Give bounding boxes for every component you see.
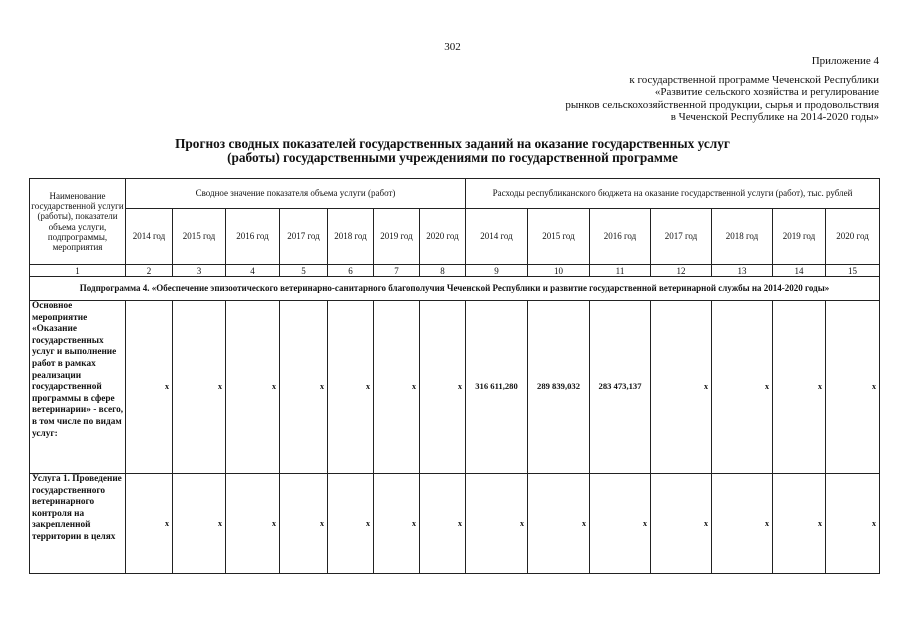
appendix-line: рынков сельскохозяйственной продукции, сырья и продовольствия [565, 98, 879, 111]
cell-value: x [773, 301, 826, 474]
column-number: 2 [126, 265, 173, 277]
volume-group-header: Сводное значение показателя объема услуги (работ) [126, 179, 466, 209]
column-number: 3 [173, 265, 226, 277]
column-number: 13 [712, 265, 773, 277]
cell-value: x [712, 474, 773, 574]
title-line: (работы) государственными учреждениями по государственной программе [227, 150, 678, 165]
cell-value: x [651, 301, 712, 474]
table-row [30, 474, 880, 574]
cell-value: x [280, 301, 328, 474]
year-header: 2019 год [374, 209, 420, 265]
subprogram-row [30, 277, 880, 301]
appendix-line: «Развитие сельского хозяйства и регулирование [654, 86, 879, 99]
header-row-top [30, 179, 880, 209]
year-header: 2015 год [528, 209, 590, 265]
cell-value: x [773, 474, 826, 574]
cell-value: x [826, 474, 880, 574]
year-header: 2014 год [466, 209, 528, 265]
cell-value: x [590, 474, 651, 574]
cell-value: 289 839,032 [528, 301, 590, 474]
cell-value: x [328, 301, 374, 474]
year-header: 2016 год [590, 209, 651, 265]
row-name: Основное мероприятие «Оказание государственных услуг и выполнение работ в рамках реализации государственной программы в сфере ветеринарии» - всего, в том числе по видам услуг: [30, 301, 126, 474]
year-header: 2018 год [712, 209, 773, 265]
cell-value: x [528, 474, 590, 574]
cell-value: x [173, 474, 226, 574]
document-title [0, 137, 905, 165]
column-number: 7 [374, 265, 420, 277]
column-number-row [30, 265, 880, 277]
appendix-header [565, 55, 879, 124]
cell-value: 283 473,137 [590, 301, 651, 474]
cell-value: x [173, 301, 226, 474]
cell-value: x [226, 301, 280, 474]
cell-value: x [420, 474, 466, 574]
row-name: Услуга 1. Проведение государственного ветеринарного контроля на закрепленной территории в целях [30, 474, 126, 574]
expense-group-header: Расходы республиканского бюджета на оказание государственной услуги (работ), тыс. рублей [466, 179, 880, 209]
subprogram-title: Подпрограмма 4. «Обеспечение эпизоотического ветеринарно-санитарного благополучия Чеченской Республики и развитие государственной ветеринарной службы на 2014-2020 годы» [30, 277, 880, 301]
appendix-line: в Чеченской Республике на 2014-2020 годы» [670, 111, 879, 124]
cell-value: x [226, 474, 280, 574]
cell-value: x [126, 474, 173, 574]
cell-value: x [420, 301, 466, 474]
name-column-header: Наименование государственной услуги (работы), показатели объема услуги, подпрограммы, мероприятия [30, 179, 126, 265]
cell-value: x [466, 474, 528, 574]
cell-value: x [374, 301, 420, 474]
year-header: 2019 год [773, 209, 826, 265]
year-header: 2020 год [826, 209, 880, 265]
column-number: 4 [226, 265, 280, 277]
column-number: 12 [651, 265, 712, 277]
cell-value: x [126, 301, 173, 474]
cell-value: x [826, 301, 880, 474]
column-number: 8 [420, 265, 466, 277]
appendix-title: Приложение 4 [811, 55, 879, 67]
cell-value: x [280, 474, 328, 574]
year-header: 2017 год [280, 209, 328, 265]
header-row-years [30, 209, 880, 265]
column-number: 11 [590, 265, 651, 277]
cell-value: 316 611,280 [466, 301, 528, 474]
column-number: 9 [466, 265, 528, 277]
cell-value: x [328, 474, 374, 574]
page-number: 302 [444, 41, 461, 53]
cell-value: x [712, 301, 773, 474]
column-number: 1 [30, 265, 126, 277]
year-header: 2017 год [651, 209, 712, 265]
cell-value: x [374, 474, 420, 574]
year-header: 2015 год [173, 209, 226, 265]
year-header: 2018 год [328, 209, 374, 265]
forecast-table [29, 178, 880, 574]
column-number: 15 [826, 265, 880, 277]
column-number: 6 [328, 265, 374, 277]
table-row [30, 301, 880, 474]
cell-value: x [651, 474, 712, 574]
year-header: 2020 год [420, 209, 466, 265]
year-header: 2016 год [226, 209, 280, 265]
column-number: 5 [280, 265, 328, 277]
column-number: 14 [773, 265, 826, 277]
column-number: 10 [528, 265, 590, 277]
appendix-line: к государственной программе Чеченской Республики [629, 73, 879, 86]
title-line: Прогноз сводных показателей государственных заданий на оказание государственных услуг [175, 136, 730, 151]
year-header: 2014 год [126, 209, 173, 265]
